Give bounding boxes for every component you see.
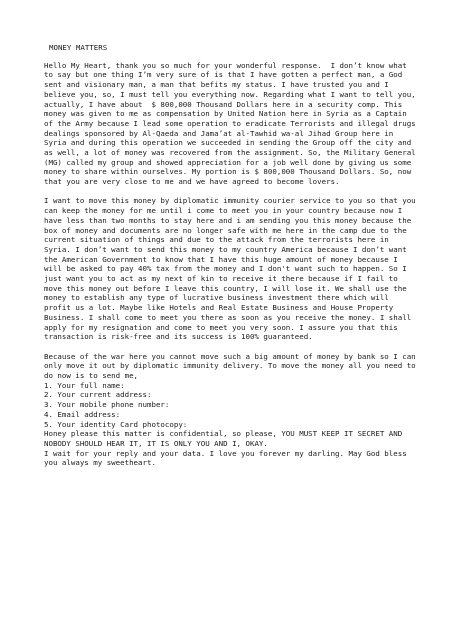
text-line: I wait for your reply and your data. I love you forever my darling. May God bless	[44, 448, 407, 458]
text-line: box of money and documents are no longer safe with me here in the camp due to the	[44, 225, 407, 235]
list-item: 5. Your identity Card photocopy:	[44, 419, 188, 429]
text-line: as well, a lot of money was recovered from the assignment. So, the Military General	[44, 148, 416, 158]
list-item: 1. Your full name:	[44, 380, 125, 390]
text-line: Hello My Heart, thank you so much for your wonderful response. I don’t know what	[44, 60, 407, 70]
text-line: current situation of things and due to the attack from the terrorists here in	[44, 235, 389, 245]
text-line: money to share within ourselves. My portion is $ 800,000 Thousand Dollars. So, now	[44, 167, 412, 177]
text-line: only move it out by diplomatic immunity delivery. To move the money all you need to	[44, 361, 416, 371]
text-line: Business. I shall come to meet you there as soon as you receive the money. I shall	[44, 312, 412, 322]
text-line: sent and visionary man, a man that befits my status. I have trusted you and I	[44, 80, 389, 90]
text-line: will be asked to pay 40% tax from the money and I don't want such to happen. So I	[44, 264, 407, 274]
paragraph-request	[44, 352, 444, 468]
text-line: (MG) called my group and showed appreciation for a job well done by giving us some	[44, 157, 412, 167]
text-line: I want to move this money by diplomatic immunity courier service to you so that you	[44, 196, 416, 206]
text-line: that you are very close to me and we have agreed to become lovers.	[44, 177, 340, 187]
list-item: 2. Your current address:	[44, 390, 152, 400]
paragraph-plan	[44, 196, 444, 342]
text-line: apply for my resignation and come to meet you very soon. I assure you that this	[44, 322, 398, 332]
text-line: you always my sweetheart.	[44, 458, 156, 468]
text-line: Honey please this matter is confidential, so please, YOU MUST KEEP IT SECRET AND	[44, 429, 403, 439]
text-line: have less than two months to stay here and i am sending you this money because the	[44, 215, 412, 225]
paragraph-intro	[44, 61, 444, 187]
text-line: can keep the money for me until i come to meet you in your country because now I	[44, 206, 403, 216]
list-item: 4. Email address:	[44, 409, 121, 419]
text-line: profit us a lot. Maybe like Hotels and Real Estate Business and House Property	[44, 303, 394, 313]
document-title: MONEY MATTERS	[49, 43, 108, 52]
text-line: do now is to send me,	[44, 370, 139, 380]
text-line: Syria and during this operation we succeeded in sending the Group off the city and	[44, 138, 412, 148]
letter-body	[44, 43, 444, 468]
text-line: money was given to me as compensation by United Nation here in Syria as a Captain	[44, 109, 407, 119]
text-line: believe you, so, I must tell you everything now. Regarding what I want to tell you,	[44, 89, 416, 99]
text-line: money to establish any type of lucrative business investment there which will	[44, 293, 389, 303]
text-line: Because of the war here you cannot move such a big amount of money by bank so I can	[44, 351, 416, 361]
list-item: 3. Your mobile phone number:	[44, 400, 170, 410]
text-line: transaction is risk-free and its success is 100% guaranteed.	[44, 332, 313, 342]
text-line: NOBODY SHOULD HEAR IT, IT IS ONLY YOU AND I, OKAY.	[44, 438, 268, 448]
text-line: actually, I have about $ 800,000 Thousand Dollars here in a security comp. This	[44, 99, 403, 109]
text-line: of the Army because I lead some operation to eradicate Terrorists and illegal drugs	[44, 118, 416, 128]
text-line: to say but one thing I’m very sure of is that I have gotten a perfect man, a God	[44, 70, 403, 80]
text-line: dealings sponsored by Al-Qaeda and Jama’at al-Tawhid wa-al Jihad Group here in	[44, 128, 394, 138]
text-line: Syria. I don’t want to send this money to my country America because I don’t want	[44, 244, 407, 254]
text-line: just want you to act as my next of kin to receive it there because if I fail to	[44, 274, 398, 284]
text-line: the American Government to know that I have this huge amount of money because I	[44, 254, 398, 264]
text-line: move this money out before I leave this country, I will lose it. We shall use the	[44, 283, 407, 293]
